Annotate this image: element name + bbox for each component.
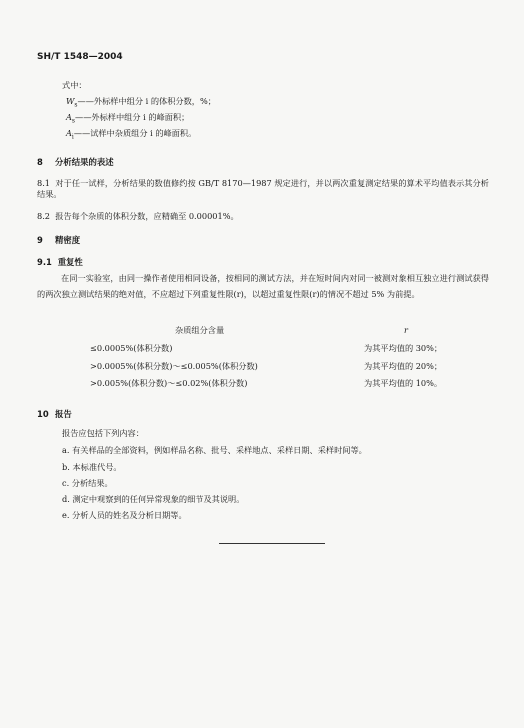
table-row-2-range: >0.0005%(体积分数)～≤0.005%(体积分数) xyxy=(90,361,258,371)
section-10-heading xyxy=(37,408,72,420)
table-row-2-r: 为其平均值的 20%； xyxy=(364,361,443,371)
report-intro: 报告应包括下列内容： xyxy=(62,428,144,438)
clause-text: 报告每个杂质的体积分数，应精确至 0.00001%。 xyxy=(55,211,239,221)
table-header-r: r xyxy=(404,325,408,335)
formula-intro: 式中： xyxy=(62,80,87,90)
section-number: 9 xyxy=(37,235,43,245)
end-rule xyxy=(219,543,325,544)
legend-item-as xyxy=(66,112,189,127)
symbol: A xyxy=(66,128,72,138)
clause-text: 对于任一试样，分析结果的数值修约按 GB/T 8170—1987 规定进行，并以两次重复测定结果的算术平均值表示其分析结果。 xyxy=(37,178,489,199)
section-title: 分析结果的表述 xyxy=(55,157,114,167)
section-title: 报告 xyxy=(55,409,72,419)
legend-item-ws xyxy=(66,96,216,111)
table-row-3-range: >0.005%(体积分数)～≤0.02%(体积分数) xyxy=(90,378,248,388)
legend-text: ——外标样中组分 i 的峰面积； xyxy=(75,112,190,122)
section-number: 10 xyxy=(37,409,49,419)
subsection-title: 重复性 xyxy=(57,257,83,267)
report-item-a: a. 有关样品的全部资料，例如样品名称、批号、采样地点、采样日期、采样时间等。 xyxy=(62,445,367,455)
symbol-sub: i xyxy=(71,133,74,141)
table-row-1-range: ≤0.0005%(体积分数) xyxy=(90,343,173,353)
legend-text: ——试样中杂质组分 i 的峰面积。 xyxy=(73,128,197,138)
symbol: W xyxy=(66,96,75,106)
table-row-3-r: 为其平均值的 10%。 xyxy=(364,378,443,388)
section-title: 精密度 xyxy=(55,235,81,245)
symbol-sub: s xyxy=(71,117,76,125)
report-item-c: c. 分析结果。 xyxy=(62,478,113,488)
paragraph-8-1 xyxy=(37,178,489,200)
symbol-sub: s xyxy=(74,101,78,109)
repeatability-paragraph: 在同一实验室，由同一操作者使用相同设备，按相同的测试方法，并在短时间内对同一被测对象相互独立进行测试获得的两次独立测试结果的绝对值，不应超过下列重复性限(r)，以超过重复性限(r)的情况不超过 5% 为前提。 xyxy=(37,273,489,299)
table-header-content: 杂质组分含量 xyxy=(175,325,225,335)
report-item-b: b. 本标准代号。 xyxy=(62,462,122,472)
report-item-d: d. 测定中观察到的任何异常现象的细节及其说明。 xyxy=(62,494,245,504)
subsection-9-1-heading xyxy=(37,256,83,268)
clause-number: 8.1 xyxy=(37,178,51,188)
clause-number: 8.2 xyxy=(37,211,51,221)
paragraph-8-2 xyxy=(37,211,239,222)
standard-code-header: SH/T 1548—2004 xyxy=(37,52,123,62)
symbol: A xyxy=(66,112,72,122)
table-row-1-r: 为其平均值的 30%； xyxy=(364,343,443,353)
report-item-e: e. 分析人员的姓名及分析日期等。 xyxy=(62,510,187,520)
legend-item-ai xyxy=(66,128,196,143)
legend-text: ——外标样中组分 i 的体积分数，%； xyxy=(77,96,216,106)
subsection-number: 9.1 xyxy=(37,257,52,267)
section-8-heading xyxy=(37,156,114,168)
section-9-heading xyxy=(37,234,80,246)
section-number: 8 xyxy=(37,157,43,167)
